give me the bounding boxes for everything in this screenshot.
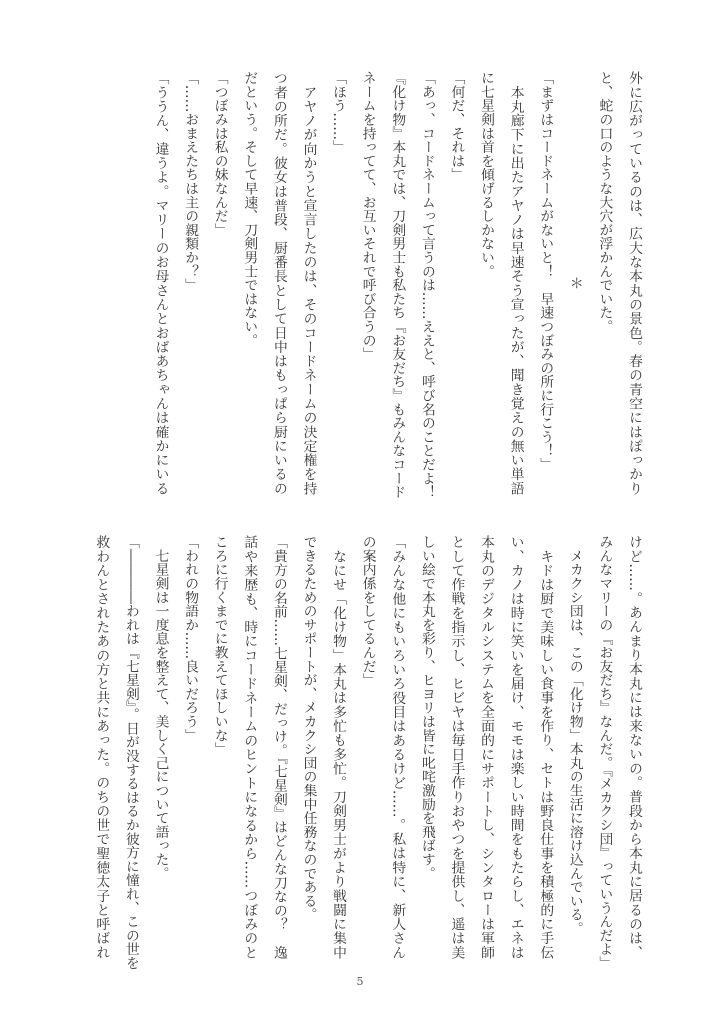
text-line: キドは厨で美味しい食事を作り、セトは野良仕事を積極的に手伝 (537, 535, 554, 959)
text-line: けど……。あんまり本丸には来ないの。普段から本丸に居るのは、 (626, 535, 642, 959)
text-line: 本丸廊下に出たアヤノは早速そう宣ったが、聞き覚えの無い単語 (507, 71, 524, 495)
text-block-top (86, 71, 648, 499)
text-block-bottom (86, 535, 648, 970)
page-number: 5 (356, 975, 364, 988)
text-line: 「あっ、コードネームって言うのは……ええと、呼び名のことだよ！ (418, 71, 435, 499)
text-line: しい絵で本丸を彩り、ヒヨリは皆に叱咤激励を飛ばす。 (418, 535, 435, 880)
text-line: の案内係をしてるんだ」 (359, 535, 376, 687)
text-line: 「つぼみは私の妹なんだ」 (211, 71, 228, 237)
text-line: と、蛇の口のような大穴が浮かんでいた。 (596, 71, 613, 334)
text-line: 本丸のデジタルシステムを全面的にサポートし、シンタローは軍師 (478, 535, 495, 959)
text-line: 救わんとされたあの方と共にあった。のちの世で聖徳太子と呼ばれ (93, 535, 110, 959)
text-line: なにせ「化け物」本丸は多忙も多忙。刀剣男士がより戦闘に集中 (330, 535, 347, 959)
text-line: 「――――われは『七星剣』。日が没するはるか彼方に憧れ、この世を (122, 535, 139, 970)
text-line: ネームを持ってて、お互いそれで呼び合うの」 (359, 71, 376, 361)
text-line: 話や来歴も、時にコードネームのヒントになるから……つぼみのと (241, 535, 258, 959)
text-line: 外に広がっているのは、広大な本丸の景色。春の青空にはぽっかり (626, 71, 642, 495)
text-line: 「われの物語か……良いだろう」 (182, 535, 199, 742)
text-line: い、カノは時に笑いを届け、モモは楽しい時間をもたらし、エネは (507, 535, 524, 959)
text-line: できるためのサポートが、メカクシ団の集中任務なのである。 (300, 535, 317, 922)
text-line: 『化け物』本丸では、刀剣男士も私たち『お友だち』もみんなコード (389, 71, 406, 499)
text-line: 「貴方の名前……七星剣、だっけ。『七星剣』はどんな刀なの？ 逸 (270, 535, 287, 959)
text-line: 「ほう……」 (330, 71, 347, 154)
text-line: だという。そして早速、刀剣男士ではない。 (241, 71, 258, 347)
text-line: に七星剣は首を傾げるしかない。 (478, 71, 495, 278)
text-line: つ者の所だ。彼女は普段、厨番長として日中はもっぱら厨にいるの (270, 71, 287, 495)
text-line: メカクシ団は、この「化け物」本丸の生活に溶け込んでいる。 (566, 535, 583, 936)
text-line: 「何だ、それは」 (448, 71, 465, 182)
text-line: 「……おまえたちは主の親類か？」 (182, 71, 199, 292)
text-line: として作戦を指示し、ヒビヤは毎日手作りおやつを提供し、遥は美 (448, 535, 465, 959)
text-line: 七星剣は一度息を整えて、美しく己について語った。 (152, 535, 169, 880)
text-line: みんなマリーの『お友だち』なんだ。『メカクシ団』っていうんだよ」 (596, 535, 613, 970)
text-line: 「ううん、違うよ。マリーのお母さんとおばあちゃんは確かにいる (152, 71, 169, 495)
text-line: 「まずはコードネームがないと！ 早速つぼみの所に行こう！」 (537, 71, 554, 472)
text-line: 「みんな他にもいろいろ役目はあるけど……。私は特に、新人さん (389, 535, 406, 959)
text-line: ころに行くまでに教えてほしいな」 (211, 535, 228, 756)
text-line: アヤノが向かうと宣言したのは、そのコードネームの決定権を持 (300, 71, 317, 495)
section-break-asterisk: ＊ (566, 276, 583, 290)
